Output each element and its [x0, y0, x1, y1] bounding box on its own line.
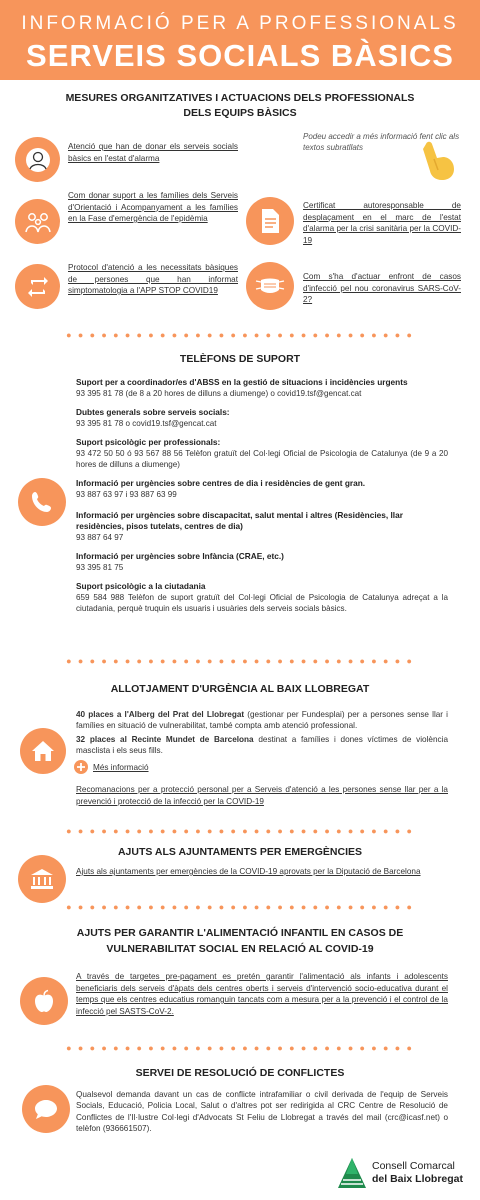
plus-icon[interactable]: [74, 760, 88, 774]
document-icon: [246, 197, 294, 245]
phone-entry-title: Suport per a coordinador/es d'ABSS en la gestió de situacions i incidències urgents: [76, 377, 408, 387]
divider-dots: ● ● ● ● ● ● ● ● ● ● ● ● ● ● ● ● ● ● ● ● ● ● ● ● ● ● ● ● ● ●: [66, 1043, 414, 1053]
link-recomanacions-sense-llar[interactable]: Recomanacions per a protecció personal per a Serveis d'atenció a les persones sense llar per a la prevenció i protecció de la infecció per la COVID-19: [76, 785, 448, 806]
family-icon: [15, 199, 60, 244]
logo-mountain-icon: [336, 1156, 368, 1190]
link-targetes-prepagament[interactable]: A través de targetes pre-pagament es pretén garantir l'alimentació als infants i adolescents beneficiaris dels serveis d'àpats dels centres oberts i serveis d'intervenció socio-educativa durant el temps que els centres educatius romanguin tancats com a mesura per a la prevenció i el control de la infecció pel SASTS-CoV-2.: [76, 972, 448, 1016]
divider-dots: ● ● ● ● ● ● ● ● ● ● ● ● ● ● ● ● ● ● ● ● ● ● ● ● ● ● ● ● ● ●: [66, 656, 414, 666]
phone-entry: [76, 377, 448, 399]
link-certificat-desplacament[interactable]: Certificat autoresponsable de desplaçament en el marc de l'estat d'alarma per la crisi sanitària per la COVID-19: [303, 201, 461, 245]
hint-note: Podeu accedir a més informació fent clic als textos subratllats: [303, 132, 460, 152]
phone-entry-title: Informació per urgències sobre centres de dia i residències de gent gran.: [76, 478, 366, 488]
phone-entry-title: Dubtes generals sobre serveis socials:: [76, 407, 230, 417]
section-title-conflictes: SERVEI DE RESOLUCIÓ DE CONFLICTES: [135, 1067, 345, 1079]
refresh-icon: [15, 264, 60, 309]
phone-entry: [76, 551, 448, 573]
logo-text-line2: del Baix Llobregat: [372, 1173, 464, 1185]
phone-entry-text: 93 887 63 97 i 93 887 63 99: [76, 490, 177, 499]
section-title-line2: DELS EQUIPS BÀSICS: [183, 107, 297, 119]
footer-logo: [336, 1156, 471, 1192]
institution-icon: [18, 855, 66, 903]
divider-dots: ● ● ● ● ● ● ● ● ● ● ● ● ● ● ● ● ● ● ● ● ● ● ● ● ● ● ● ● ● ●: [66, 902, 414, 912]
more-info-link[interactable]: Més informació: [93, 763, 149, 772]
phone-entry-title: Informació per urgències sobre Infància (CRAE, etc.): [76, 551, 284, 561]
link-protocol-stop-covid[interactable]: Protocol d'atenció a les necessitats bàsiques de persones que han informat simptomatologia a l'APP STOP COVID19: [68, 263, 238, 295]
phone-icon: [18, 478, 66, 526]
conflictes-text: Qualsevol demanda davant un cas de conflicte intrafamiliar o civil derivada de l'equip de Serveis Socials, Educació, Policia Local, Salut o d'altres pot ser redirigida al CRC Centre de Resolució de Conflictes de l'Il·lustre Col·legi d'Advocats St Feliu de Llobregat a través del mail (crc@icasf.net) o telèfon (936661507).: [76, 1090, 448, 1134]
link-ajuts-diputacio[interactable]: Ajuts als ajuntaments per emergències de la COVID-19 aprovats per la Diputació de Barcelona: [76, 867, 421, 876]
link-suport-families[interactable]: Com donar suport a les famílies dels Serveis d'Orientació i Acompanyament a les famílies en la Fase d'emergència de l'epidèmia: [68, 191, 238, 223]
house-icon: [20, 728, 66, 774]
section-title-alimentacio: [0, 927, 480, 955]
phone-entry: [76, 478, 448, 500]
pointing-hand-icon: [418, 140, 458, 187]
phone-entry-title: Informació per urgències sobre discapacitat, salut mental i altres (Residències, llar residències, pisos tutelats, centres de dia): [76, 510, 403, 531]
phone-entry-title: Suport psicològic per professionals:: [76, 437, 221, 447]
section-title-line1: AJUTS PER GARANTIR L'ALIMENTACIÓ INFANTIL EN CASOS DE: [76, 927, 404, 939]
mask-icon: [246, 262, 294, 310]
section-title-telefons: TELÈFONS DE SUPORT: [179, 353, 301, 365]
section-title-line2: VULNERABILITAT SOCIAL EN RELACIÓ AL COVID-19: [106, 943, 374, 955]
phone-entry: [76, 510, 448, 543]
person-icon: [15, 137, 60, 182]
phone-entry-text: 659 584 988 Telèfon de suport gratuït del Col·legi Oficial de Psicologia de Catalunya adreçat a la ciutadania, perquè truquin els usuaris i usuàries dels serveis socials bàsics.: [76, 593, 448, 613]
phone-entry-text: 93 395 81 78 (de 8 a 20 hores de dilluns a diumenge) o covid19.tsf@gencat.cat: [76, 389, 362, 398]
divider-dots: ● ● ● ● ● ● ● ● ● ● ● ● ● ● ● ● ● ● ● ● ● ● ● ● ● ● ● ● ● ●: [66, 330, 414, 340]
phone-entry: [76, 437, 448, 470]
header-subtitle: INFORMACIÓ PER A PROFESSIONALS: [21, 13, 459, 34]
section-title-mesures: [0, 92, 480, 119]
phone-entry-text: 93 395 81 78 o covid19.tsf@gencat.cat: [76, 419, 217, 428]
phone-entry: [76, 581, 448, 614]
chat-bubble-icon: [22, 1085, 70, 1133]
allotjament-p1-text: (gestionar per Fundesplai) per a persones sense llar i famílies en situació de vulnerabilitat, també compta amb atenció professional.: [76, 710, 448, 731]
phone-entry: [76, 407, 448, 429]
allotjament-paragraph-2: [76, 734, 448, 757]
apple-icon: [20, 977, 68, 1025]
page-title: SERVEIS SOCIALS BÀSICS: [26, 38, 454, 73]
phone-entry-text: 93 887 64 97: [76, 533, 124, 542]
allotjament-paragraph-1: [76, 709, 448, 732]
header-banner: [0, 0, 480, 80]
divider-dots: ● ● ● ● ● ● ● ● ● ● ● ● ● ● ● ● ● ● ● ● ● ● ● ● ● ● ● ● ● ●: [66, 826, 414, 836]
link-coronavirus-casos[interactable]: Com s'ha d'actuar enfront de casos d'infecció pel nou coronavirus SARS-CoV-2?: [303, 272, 461, 304]
allotjament-p2-text: destinat a famílies i dones víctimes de violència masclista i els seus fills.: [76, 735, 448, 756]
section-title-allotjament: ALLOTJAMENT D'URGÈNCIA AL BAIX LLOBREGAT: [110, 683, 370, 695]
link-atencio-ssb[interactable]: Atenció que han de donar els serveis socials bàsics en l'estat d'alarma: [68, 142, 238, 163]
phone-entry-text: 93 395 81 75: [76, 563, 124, 572]
section-title-ajuts: AJUTS ALS AJUNTAMENTS PER EMERGÈNCIES: [117, 846, 363, 858]
phone-entry-text: 93 472 50 50 ó 93 567 88 56 Telèfon gratuït del Col·legi Oficial de Psicologia de Catalunya (de 9 a 20 hores de dilluns a diumenge): [76, 449, 448, 469]
allotjament-p2-highlight: 32 places al Recinte Mundet de Barcelona: [76, 735, 254, 744]
phones-list: [76, 377, 448, 614]
allotjament-p1-highlight: 40 places a l'Alberg del Prat del Llobregat: [76, 710, 245, 719]
logo-text-line1: Consell Comarcal: [372, 1160, 455, 1172]
phone-entry-title: Suport psicològic a la ciutadania: [76, 581, 206, 591]
section-title-line1: MESURES ORGANITZATIVES I ACTUACIONS DELS PROFESSIONALS: [65, 92, 415, 104]
